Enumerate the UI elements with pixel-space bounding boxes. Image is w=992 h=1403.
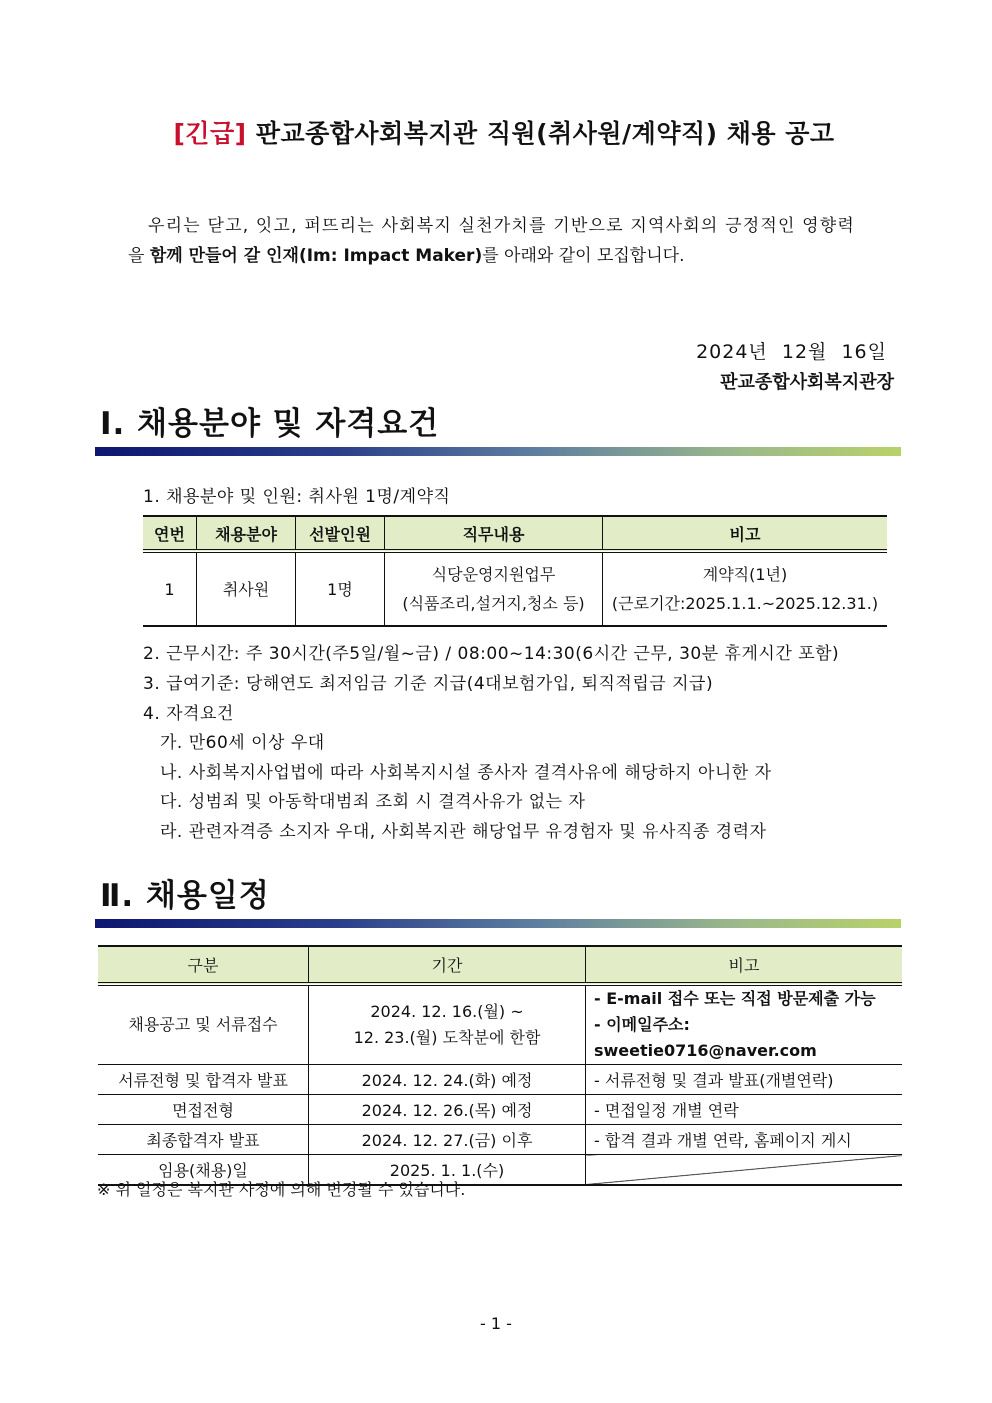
period-line-2: 12. 23.(월) 도착분에 한함	[353, 1028, 541, 1047]
section-2-title: Ⅱ. 채용일정	[100, 878, 270, 914]
header-no: 연번	[143, 516, 197, 551]
intro-emphasis: 함께 만들어 갈 인재(Im: Impact Maker)	[149, 246, 483, 266]
item-1: 1. 채용분야 및 인원: 취사원 1명/계약직	[143, 487, 451, 507]
item-3: 3. 급여기준: 당해연도 최저임금 기준 지급(4대보험가입, 퇴직적립금 지급)	[143, 674, 714, 694]
header-remark: 비고	[586, 946, 903, 984]
remark-cell: - 합격 결과 개별 연락, 홈페이지 게시	[586, 1125, 903, 1155]
period-cell: 2025. 1. 1.(수)	[309, 1155, 586, 1186]
title-main: 판교종합사회복지관 직원(취사원/계약직) 채용 공고	[255, 119, 835, 148]
table-header-row	[143, 516, 887, 551]
section-1-divider	[95, 447, 901, 456]
remark-cell-empty	[586, 1155, 903, 1186]
intro-line-2-post: 를 아래와 같이 모집합니다.	[482, 246, 685, 266]
schedule-footnote: ※ 위 일정은 복지관 사정에 의해 변경될 수 있습니다.	[97, 1180, 466, 1199]
remark-cell: - 서류전형 및 결과 발표(개별연락)	[586, 1065, 903, 1095]
duty-line-1: 식당운영지원업무	[431, 565, 556, 584]
qualification-3: 다. 성범죄 및 아동학대범죄 조회 시 결격사유가 없는 자	[160, 792, 586, 812]
header-count: 선발인원	[296, 516, 385, 551]
header-note: 비고	[603, 516, 888, 551]
period-cell: 2024. 12. 26.(목) 예정	[309, 1095, 586, 1125]
qualification-4: 라. 관련자격증 소지자 우대, 사회복지관 해당업무 유경험자 및 유사직종 경력자	[160, 822, 767, 842]
remark-cell	[586, 984, 903, 1065]
table-row	[143, 551, 887, 626]
qualification-2: 나. 사회복지사업법에 따라 사회복지시설 종사자 결격사유에 해당하지 아니한 자	[160, 763, 772, 783]
section-1-title: Ⅰ. 채용분야 및 자격요건	[100, 406, 440, 442]
cell-duty	[385, 551, 603, 626]
position-table	[143, 515, 887, 627]
header-period: 기간	[309, 946, 586, 984]
urgent-tag: [긴급]	[173, 119, 247, 148]
table-row	[98, 1095, 902, 1125]
intro-paragraph	[128, 211, 878, 271]
remark-line-1: - E-mail 접수 또는 직접 방문제출 가능	[594, 989, 876, 1008]
cell-count: 1명	[296, 551, 385, 626]
period-cell	[309, 984, 586, 1065]
stage-cell: 임용(채용)일	[98, 1155, 309, 1186]
cell-field: 취사원	[197, 551, 296, 626]
email-address: - 이메일주소: sweetie0716@naver.com	[594, 1015, 817, 1060]
period-line-1: 2024. 12. 16.(월) ~	[370, 1002, 524, 1021]
notice-date: 2024년 12월 16일	[696, 341, 887, 363]
cell-note	[603, 551, 888, 626]
page-number: - 1 -	[480, 1314, 512, 1333]
item-2: 2. 근무시간: 주 30시간(주5일/월~금) / 08:00~14:30(6시간 근무, 30분 휴게시간 포함)	[143, 644, 840, 664]
qualification-1: 가. 만60세 이상 우대	[160, 733, 325, 753]
note-line-2: (근로기간:2025.1.1.~2025.12.31.)	[611, 594, 879, 613]
stage-cell: 최종합격자 발표	[98, 1125, 309, 1155]
stage-cell: 서류전형 및 합격자 발표	[98, 1065, 309, 1095]
duty-line-2: (식품조리,설거지,청소 등)	[402, 594, 585, 613]
stage-cell: 채용공고 및 서류접수	[98, 984, 309, 1065]
table-header-row	[98, 946, 902, 984]
header-duty: 직무내용	[385, 516, 603, 551]
remark-cell: - 면접일정 개별 연락	[586, 1095, 903, 1125]
item-4: 4. 자격요건	[143, 704, 234, 724]
period-cell: 2024. 12. 24.(화) 예정	[309, 1065, 586, 1095]
issuer: 판교종합사회복지관장	[720, 372, 894, 393]
table-row	[98, 1125, 902, 1155]
intro-line-2-pre: 을	[128, 246, 150, 266]
section-2-divider	[95, 919, 901, 928]
header-stage: 구분	[98, 946, 309, 984]
intro-line-2	[128, 241, 878, 271]
cell-no: 1	[143, 551, 197, 626]
schedule-table	[98, 945, 902, 1186]
note-line-1: 계약직(1년)	[702, 565, 788, 584]
intro-line-1: 우리는 닫고, 잇고, 퍼뜨리는 사회복지 실천가치를 기반으로 지역사회의 긍정적인 영향력	[148, 216, 856, 236]
stage-cell: 면접전형	[98, 1095, 309, 1125]
table-row	[98, 984, 902, 1065]
table-row	[98, 1065, 902, 1095]
period-cell: 2024. 12. 27.(금) 이후	[309, 1125, 586, 1155]
header-field: 채용분야	[197, 516, 296, 551]
page-title	[0, 114, 992, 150]
